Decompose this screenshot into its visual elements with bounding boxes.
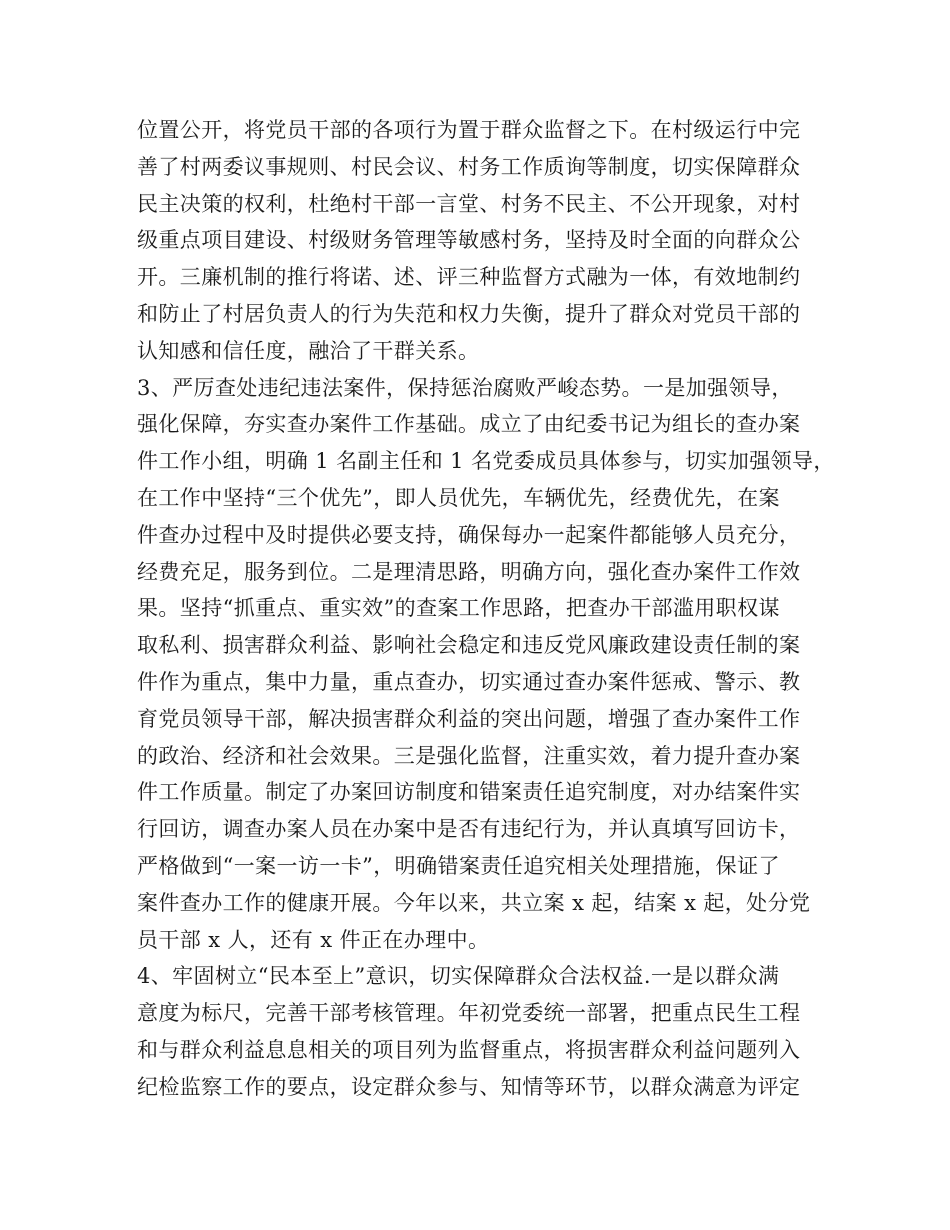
section-heading-line: 4、牢固树立“民本至上”意识，切实保障群众合法权益.一是以群众满 [137,964,780,989]
text-line: 果。坚持“抓重点、重实效”的查案工作思路，把查办干部滥用职权谋 [137,596,780,621]
text-line: 员干部 x 人，还有 x 件正在办理中。 [137,927,490,952]
text-line: 严格做到“一案一访一卡”，明确错案责任追究相关处理措施，保证了 [137,853,780,878]
text-line: 件工作小组，明确 1 名副主任和 1 名党委成员具体参与，切实加强领导， [137,449,835,474]
text-line: 行回访，调查办案人员在办案中是否有违纪行为，并认真填写回访卡， [137,817,801,842]
text-line: 意度为标尺，完善干部考核管理。年初党委统一部署，把重点民生工程 [137,1001,801,1026]
text-line: 案件查办工作的健康开展。今年以来，共立案 x 起，结案 x 起，处分党 [137,890,811,915]
text-line: 的政治、经济和社会效果。三是强化监督，注重实效，着力提升查办案 [137,743,801,768]
text-line: 和与群众利益息息相关的项目列为监督重点，将损害群众利益问题列入 [137,1037,801,1062]
text-line: 在工作中坚持“三个优先”，即人员优先，车辆优先，经费优先，在案 [137,485,780,510]
text-line: 经费充足，服务到位。二是理清思路，明确方向，强化查办案件工作效 [137,559,801,584]
text-line: 和防止了村居负责人的行为失范和权力失衡，提升了群众对党员干部的 [137,301,801,326]
document-body [137,112,835,1106]
text-line: 级重点项目建设、村级财务管理等敏感村务，坚持及时全面的向群众公 [137,228,801,253]
text-line: 强化保障，夯实查办案件工作基础。成立了由纪委书记为组长的查办案 [137,412,801,437]
text-line: 取私利、损害群众利益、影响社会稳定和违反党风廉政建设责任制的案 [137,633,801,658]
text-line: 善了村两委议事规则、村民会议、村务工作质询等制度，切实保障群众 [137,154,801,179]
section-heading-line: 3、严厉查处违纪违法案件，保持惩治腐败严峻态势。一是加强领导， [137,375,793,400]
text-line: 件查办过程中及时提供必要支持，确保每办一起案件都能够人员充分， [137,522,801,547]
text-line: 认知感和信任度，融洽了干群关系。 [137,338,480,363]
text-line: 件工作质量。制定了办案回访制度和错案责任追究制度，对办结案件实 [137,780,801,805]
text-line: 纪检监察工作的要点，设定群众参与、知情等环节，以群众满意为评定 [137,1074,801,1099]
text-line: 育党员领导干部，解决损害群众利益的突出问题，增强了查办案件工作 [137,706,801,731]
text-line: 开。三廉机制的推行将诺、述、评三种监督方式融为一体，有效地制约 [137,265,801,290]
text-line: 民主决策的权利，杜绝村干部一言堂、村务不民主、不公开现象，对村 [137,191,801,216]
text-line: 位置公开，将党员干部的各项行为置于群众监督之下。在村级运行中完 [137,118,801,142]
text-line: 件作为重点，集中力量，重点查办，切实通过查办案件惩戒、警示、教 [137,669,801,694]
